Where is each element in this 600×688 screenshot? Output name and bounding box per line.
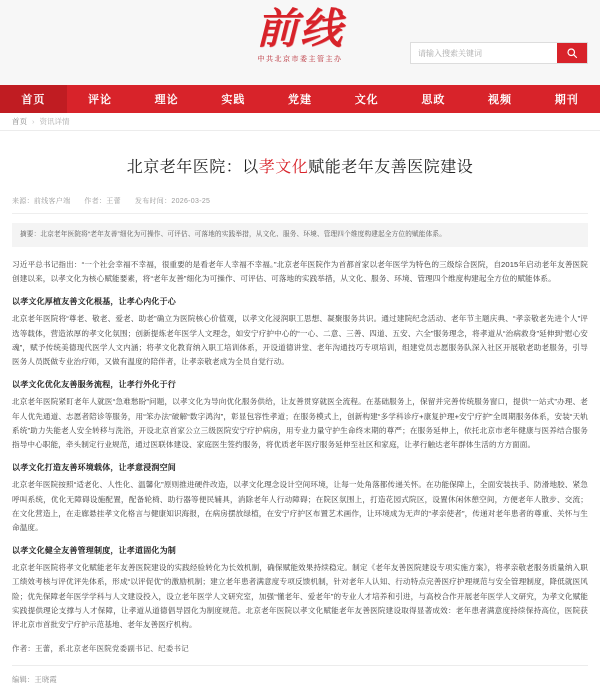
nav-item-home[interactable]: 首页 [0, 85, 67, 113]
article-section-culture [12, 296, 588, 369]
article-meta [12, 196, 588, 214]
section-paragraph: 北京老年医院将孝文化赋能老年友善医院建设的实践经验转化为长效机制，确保赋能效果持续稳定。制定《老年友善医院建设专项实施方案》，将孝亲敬老服务质量纳入职工绩效考核与评优评先体系，形成“以评促优”的激励机制；建立老年患者满意度专项反馈机制，针对老年人认知、行动特点完善医疗护理规范与安全管理制度，降低就医风险；优先保障老年医学学科与人文建设投入，设立老年医学人文研究室，加强“懂老年、爱老年”的专业人才培养和引进，与高校合作开展老年医学人文研究，为孝文化赋能实践提供理论支撑与人才保障，让孝道从道德倡导固化为制度规范。北京老年医院以孝文化赋能老年友善医院建设取得显著成效：老年患者满意度持续保持高位，医院获评北京市首批安宁疗护示范基地、老年友善医疗机构。 [12, 563, 588, 629]
nav-item-theory[interactable]: 理论 [154, 94, 179, 106]
section-heading: 以孝文化厚植友善文化根基，让孝心内化于心 [12, 296, 176, 306]
article-section-management [12, 545, 588, 632]
nav-item-journal[interactable]: 期刊 [554, 94, 579, 106]
logo-wordmark: 前线 [255, 7, 344, 53]
site-masthead [0, 0, 600, 85]
section-heading: 以孝文化优化友善服务流程，让孝行外化于行 [12, 379, 176, 389]
section-heading: 以孝文化打造友善环境载体，让孝意浸润空间 [12, 462, 176, 472]
article-section-service [12, 379, 588, 452]
title-suffix: 赋能老年友善医院建设 [308, 159, 474, 176]
nav-item-ideology[interactable]: 思政 [421, 94, 446, 106]
logo-subtitle: 中共北京市委主管主办 [257, 55, 343, 64]
section-paragraph: 北京老年医院紧盯老年人就医“急难愁盼”问题，以孝文化为导向优化服务供给，让友善贯穿就医全流程。在基础服务上，保留并完善传统服务窗口，提供“一站式”办理、老年人优先通道、志愿者陪诊等服务，用“笨办法”破解“数字鸿沟”，彰显包容性孝道；在服务模式上，创新构建“多学科诊疗+康复护理+安宁疗护”全周期服务体系，安装“天轨系统”助力失能老人安全转移与洗浴，开设北京首家公立三级医院安宁疗护病房，用专业力量守护生命终末期的尊严；在服务延伸上，依托北京市老年健康与医养结合服务指导中心职能，牵头制定行业规范，通过医联体建设、家庭医生签约服务，将优质老年医疗服务延伸至社区和家庭，让孝行触达老年群体生活的方方面面。 [12, 397, 588, 449]
nav-item-comment[interactable]: 评论 [88, 94, 112, 106]
section-heading: 以孝文化健全友善管理制度，让孝道固化为制 [12, 545, 176, 555]
breadcrumb [0, 113, 600, 131]
breadcrumb-separator-icon: › [32, 117, 35, 126]
meta-publish-time: 发布时间：2026-03-25 [134, 198, 211, 206]
section-paragraph: 北京老年医院按照“适老化、人性化、温馨化”原则推进硬件改造，以孝文化理念设计空间环境，让每一处角落都传递关怀。在功能保障上，全面安装扶手、防滑地胶、紧急呼叫系统，优化无障碍设施配置，配备轮椅、助行器等便民辅具，消除老年人行动障碍；在院区氛围上，打造花园式院区，设置休闲休憩空间，方便老年人散步、交流；在文化营造上，在走廊悬挂孝文化格言与健康知识海报，在病房摆放绿植，在安宁疗护区布置艺术画作，让环境成为无声的“孝亲使者”，传递对老年患者的尊重、关怀与生命温度。 [12, 480, 588, 532]
article-section-environment [12, 462, 588, 535]
meta-author: 作者：王蕾 [84, 198, 121, 206]
title-highlight: 孝文化 [258, 159, 309, 176]
search-button[interactable] [557, 43, 587, 63]
article-lead-paragraph: 习近平总书记指出：“一个社会幸福不幸福，很重要的是看老年人幸福不幸福。”北京老年医院作为首都首家以老年医学为特色的三级综合医院，自2015年启动老年友善医院创建以来，以孝文化为核心赋能要素，将“老年友善”细化为可操作、可评估、可落地的实践举措，从文化、服务、环境、管理四个维度构建起全方位的赋能体系。 [12, 259, 588, 283]
section-paragraph: 北京老年医院将“尊老、敬老、爱老、助老”确立为医院核心价值观，以孝文化浸润职工思想、凝聚服务共识。通过建院纪念活动、老年节主题庆典、“孝亲敬老先进个人”评选等载体，营造浓厚的孝文化氛围；创新提炼老年医学人文理念，如安宁疗护中心的“一心、二意、三善、四道、五安、六全”服务理念，将孝道从“治病救身”延伸到“慰心安魂”，赋予传统美德现代医学人文内涵；将孝文化教育纳入职工培训体系，开设道德讲堂、老年沟通技巧专项培训，组建党员志愿服务队深入社区开展敬老助老服务，引导医务人员既做专业治疗师，又做有温度的陪伴者，让孝亲敬老成为全员自觉行动。 [12, 314, 588, 366]
breadcrumb-home[interactable]: 首页 [12, 117, 27, 126]
page-title [12, 157, 588, 179]
article-summary: 摘要：北京老年医院将“老年友善”细化为可操作、可评估、可落地的实践举措，从文化、服务、环境、管理四个维度构建起全方位的赋能体系。 [12, 223, 588, 246]
site-logo[interactable] [215, 8, 385, 64]
article-editor: 编辑：王晓霞 [12, 675, 57, 684]
article-container [0, 157, 600, 685]
article-byline: 作者：王蕾，系北京老年医院党委副书记、纪委书记 [12, 643, 189, 653]
main-navigation [0, 85, 600, 113]
nav-item-culture[interactable]: 文化 [354, 94, 379, 106]
breadcrumb-current: 资讯详情 [39, 117, 70, 126]
nav-item-party[interactable]: 党建 [288, 94, 313, 106]
meta-source: 来源：前线客户端 [12, 198, 71, 206]
search-input[interactable] [411, 43, 557, 63]
search-icon [566, 47, 578, 59]
nav-item-practice[interactable]: 实践 [221, 94, 246, 106]
footer-divider [12, 665, 588, 666]
search-box[interactable] [410, 42, 588, 64]
nav-item-video[interactable]: 视频 [488, 94, 513, 106]
title-prefix: 北京老年医院：以 [126, 159, 259, 176]
